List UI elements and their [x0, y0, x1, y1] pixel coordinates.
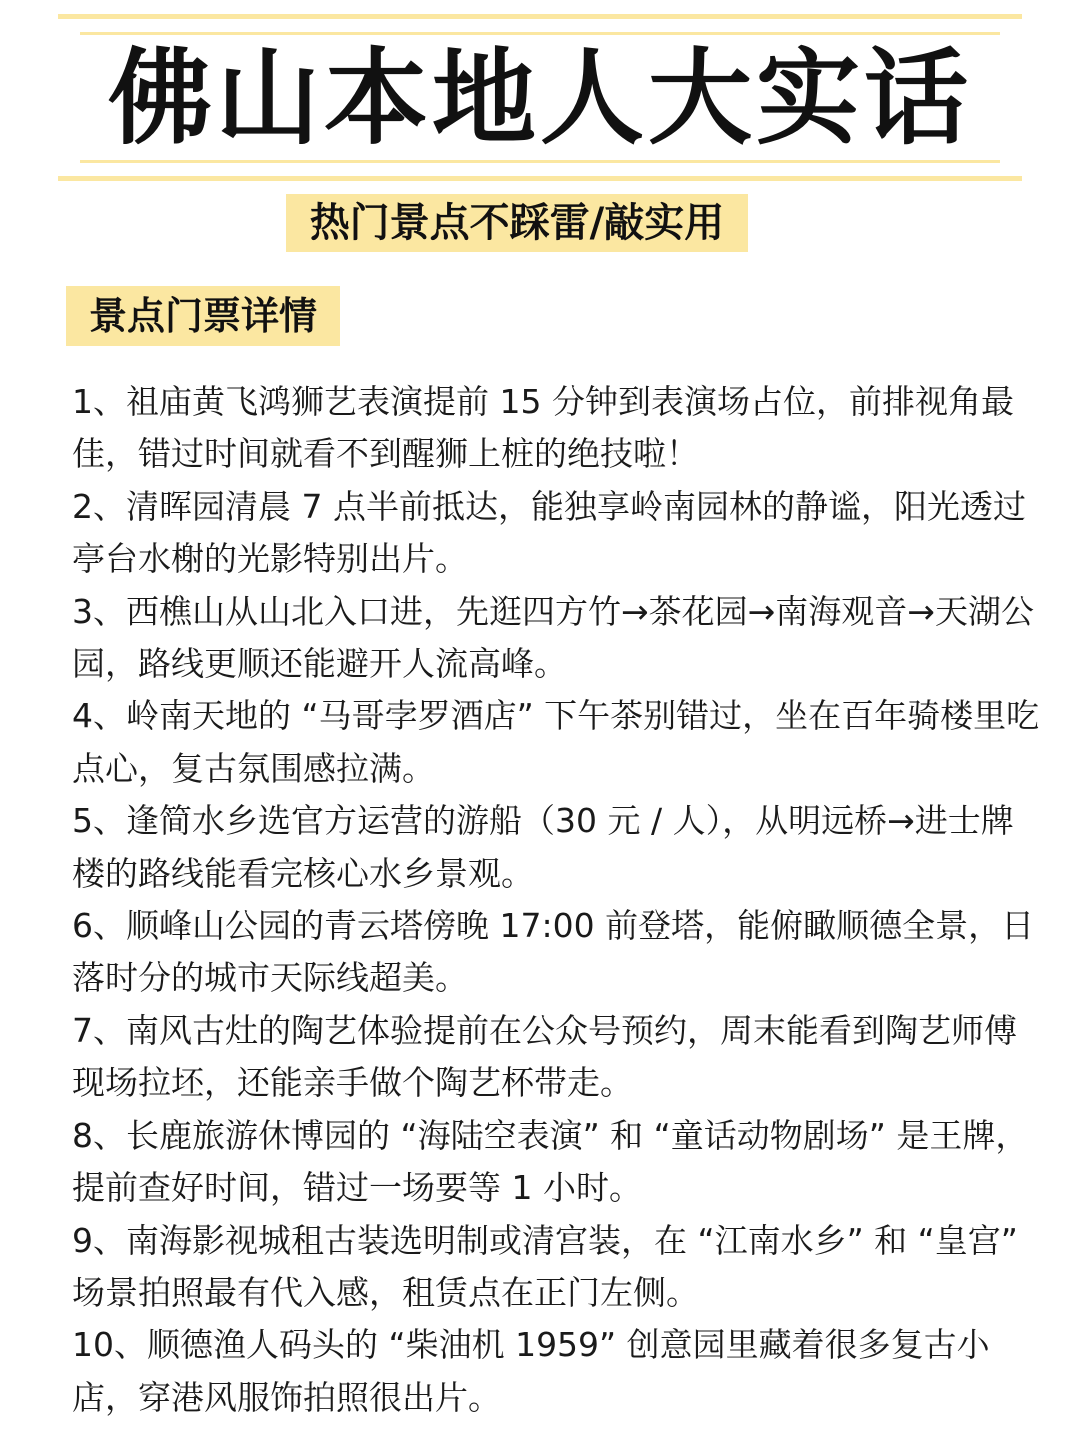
tip-item: 2、清晖园清晨 7 点半前抵达，能独享岭南园林的静谧，阳光透过亭台水榭的光影特别出片。 [72, 486, 1026, 579]
tip-item: 8、长鹿旅游休博园的 “海陆空表演” 和 “童话动物剧场” 是王牌，提前查好时间，错过一场要等 1 小时。 [72, 1115, 1029, 1208]
subtitle-badge: 热门景点不踩雷/敲实用 [286, 194, 748, 252]
title-border-bottom [58, 176, 1022, 181]
tip-item: 4、岭南天地的 “马哥孛罗酒店” 下午茶别错过，坐在百年骑楼里吃点心，复古氛围感拉满。 [72, 696, 1040, 788]
section-heading: 景点门票详情 [66, 286, 340, 346]
tip-item: 10、顺德渔人码头的 “柴油机 1959” 创意园里藏着很多复古小店，穿港风服饰拍照很出片。 [72, 1325, 990, 1417]
tip-item: 3、西樵山从山北入口进，先逛四方竹→茶花园→南海观音→天湖公园，路线更顺还能避开人流高峰。 [72, 591, 1034, 684]
tips-list [72, 376, 1040, 1424]
tip-item: 6、顺峰山公园的青云塔傍晚 17:00 前登塔，能俯瞰顺德全景，日落时分的城市天际线超美。 [72, 906, 1035, 998]
title-border-top-inner [80, 32, 1000, 35]
tip-item: 5、逢简水乡选官方运营的游船（30 元 / 人），从明远桥→进士牌楼的路线能看完核心水乡景观。 [72, 801, 1014, 893]
tip-item: 9、南海影视城租古装选明制或清宫装，在 “江南水乡” 和 “皇宫” 场景拍照最有代入感，租赁点在正门左侧。 [72, 1220, 1018, 1312]
page-title: 佛山本地人大实话 [107, 37, 972, 159]
title-border-bottom-inner [80, 160, 1000, 163]
title-banner [58, 14, 1022, 182]
tip-item: 7、南风古灶的陶艺体验提前在公众号预约，周末能看到陶艺师傅现场拉坯，还能亲手做个陶艺杯带走。 [72, 1010, 1017, 1103]
title-border-top [58, 14, 1022, 19]
tip-item: 1、祖庙黄飞鸿狮艺表演提前 15 分钟到表演场占位，前排视角最佳，错过时间就看不到醒狮上桩的绝技啦！ [72, 382, 1014, 474]
